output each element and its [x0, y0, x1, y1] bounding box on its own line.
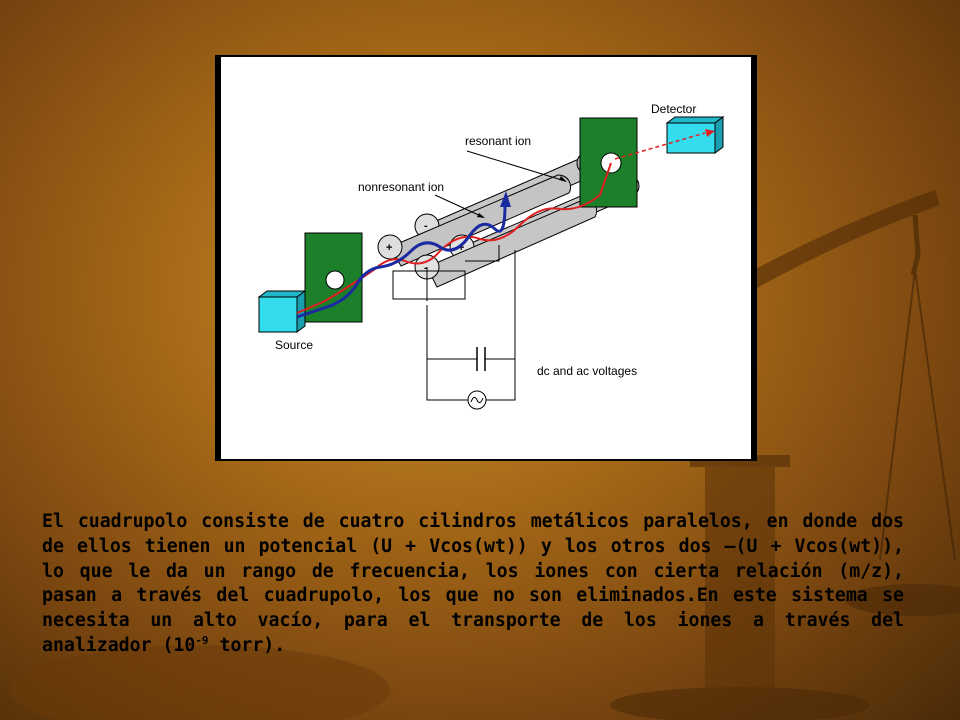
entrance-aperture	[326, 271, 344, 289]
scale-chain	[913, 215, 918, 275]
description-tail: torr).	[208, 634, 286, 656]
rod-sign-bottom: -	[424, 262, 428, 274]
voltages-label: dc and ac voltages	[537, 364, 638, 378]
quadrupole-diagram	[215, 55, 757, 461]
rod-sign-right: +	[458, 242, 465, 254]
resonant-ion-label: resonant ion	[465, 134, 532, 148]
rod-sign-left: +	[386, 242, 393, 254]
source-box	[259, 297, 297, 332]
detector-label: Detector	[651, 102, 697, 116]
detector-box	[667, 123, 715, 153]
exponent: -9	[195, 633, 209, 647]
description-paragraph	[42, 510, 904, 659]
rod-sign-top: -	[424, 220, 428, 232]
source-label: Source	[275, 338, 314, 352]
description-text: El cuadrupolo consiste de cuatro cilindros metálicos paralelos, en donde dos de ellos tienen un potencial (U + Vcos(wt)) y los otros dos –(U + Vcos(wt)), lo que le da un rango de frecuencia, los iones con cierta relación (m/z), pasan a través del cuadrupolo, los que no son eliminados.En este sistema se necesita un alto vacío, para el transporte de los iones a través del analizador (10	[42, 511, 904, 656]
scale-base	[610, 687, 870, 720]
nonresonant-ion-label: nonresonant ion	[358, 180, 445, 194]
